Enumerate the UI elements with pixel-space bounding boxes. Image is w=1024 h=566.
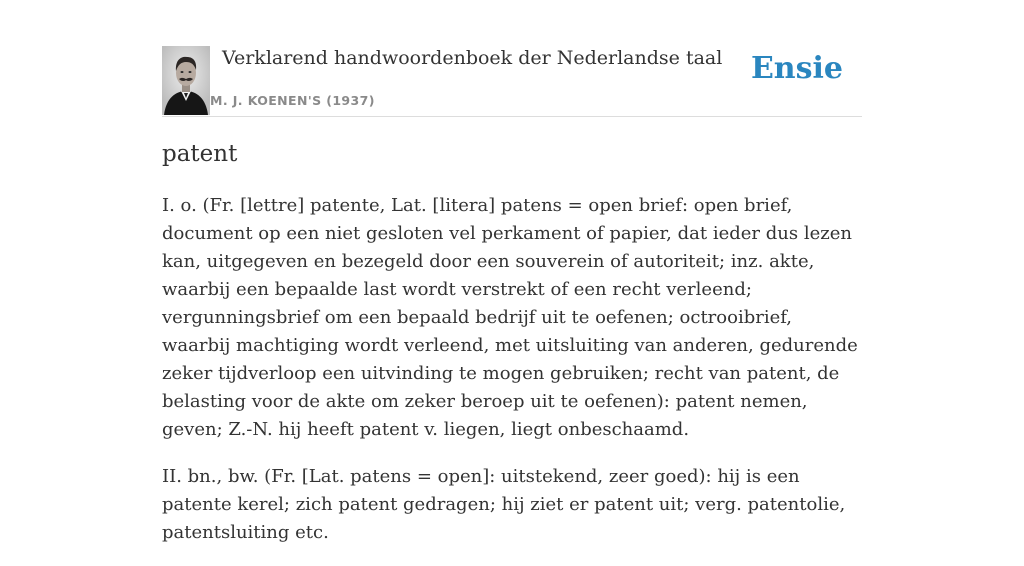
author-label: M. J. KOENEN'S (1937) — [210, 93, 375, 108]
definition-2: II. bn., bw. (Fr. [Lat. patens = open]: uitstekend, zeer goed): hij is een patente kerel; zich patent gedragen; hij ziet er patent uit; verg. patentolie, patentsluiting etc. — [162, 466, 846, 543]
dictionary-header — [162, 46, 862, 117]
definition-1: I. o. (Fr. [lettre] patente, Lat. [litera] patens = open brief: open brief, document op een niet gesloten vel perkament of papier, dat ieder dus lezen kan, uitgegeven en bezegeld door een souverein of autoriteit; inz. akte, waarbij een bepaalde last wordt verstrekt of een recht verleend; vergunningsbrief om een bepaald bedrijf uit te oefenen; octrooibrief, waarbij machtiging wordt verleend, met uitsluiting van anderen, gedurende zeker tijdverloop een uitvinding te mogen gebruiken; recht van patent, de belasting voor de akte om zeker beroep uit te oefenen): patent nemen, geven; Z.-N. hij heeft patent v. liegen, liegt onbeschaamd. — [162, 195, 858, 440]
headword: patent — [162, 141, 238, 167]
book-title: Verklarend handwoordenboek der Nederlandse taal — [222, 47, 723, 69]
author-portrait-icon — [162, 46, 210, 115]
ensie-logo-link[interactable]: Ensie — [750, 51, 843, 86]
definitions — [162, 192, 862, 566]
dictionary-page — [162, 0, 862, 543]
